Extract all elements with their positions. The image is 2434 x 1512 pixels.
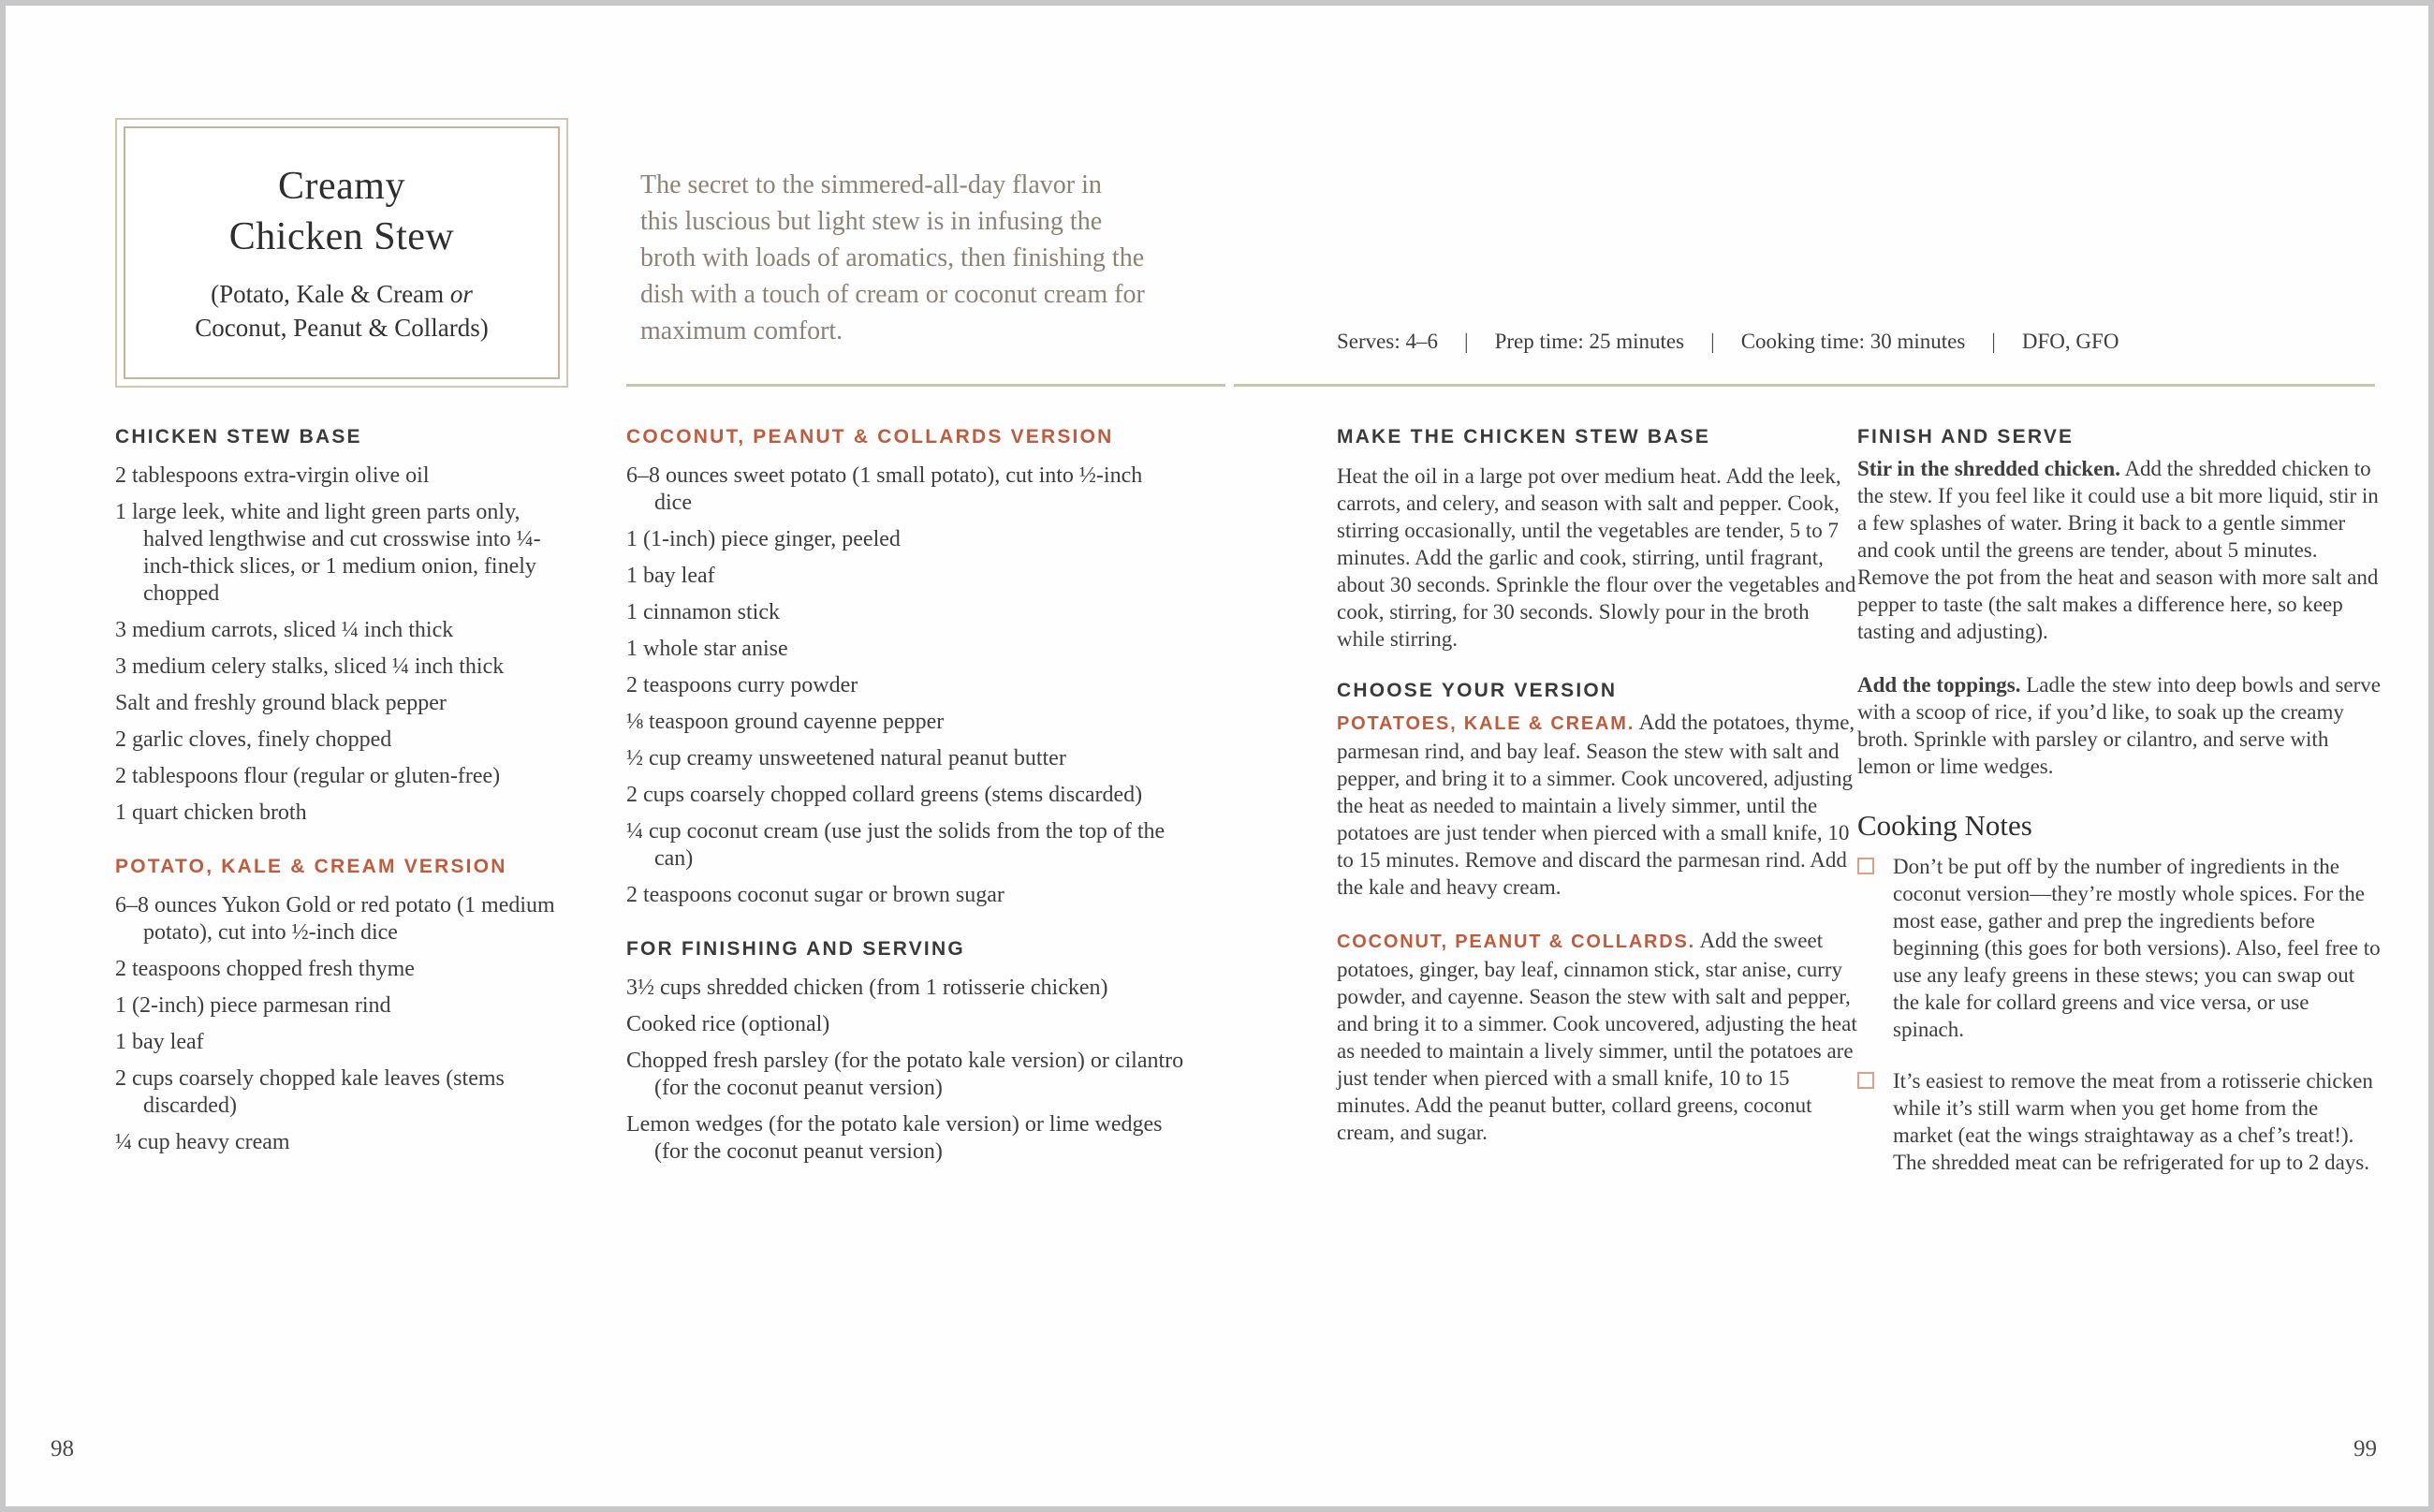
page-number-left: 98 bbox=[51, 1436, 74, 1461]
ingredient-item: Chopped fresh parsley (for the potato kale version) or cilantro (for the coconut peanut version) bbox=[626, 1049, 1184, 1100]
lead-stir-in-shredded-chicken: Stir in the shredded chicken. bbox=[1857, 457, 2120, 480]
heading-potato-kale-cream-version: POTATO, KALE & CREAM VERSION bbox=[115, 856, 507, 877]
ingredient-item: 2 teaspoons chopped fresh thyme bbox=[115, 957, 415, 981]
ingredient-item: 2 teaspoons coconut sugar or brown sugar bbox=[626, 883, 1004, 907]
ingredient-item: 2 cups coarsely chopped collard greens (stems discarded) bbox=[626, 783, 1143, 807]
ingredient-item: ⅛ teaspoon ground cayenne pepper bbox=[626, 710, 945, 734]
ingredient-item: 2 teaspoons curry powder bbox=[626, 673, 858, 697]
heading-finish-and-serve: FINISH AND SERVE bbox=[1857, 426, 2075, 448]
instructions-column-1 bbox=[1337, 425, 1861, 1146]
paragraph-stir-in-chicken-body: Add the shredded chicken to the stew. If you feel like it could use a bit more liquid, stir in a few splashes of water. Bring it back to a gentle simmer and cook until the greens are tender, about 5 minutes. Remove the pot from the heat and season with more salt and pepper to taste (the salt makes a difference here, so keep tasting and adjusting). bbox=[1857, 457, 2379, 643]
ingredient-item: 1 bay leaf bbox=[626, 564, 715, 588]
ingredient-item: ½ cup creamy unsweetened natural peanut butter bbox=[626, 746, 1066, 771]
paragraph-coconut-version bbox=[1337, 927, 1861, 1146]
recipe-title-box-inner bbox=[124, 126, 560, 379]
instructions-column-2 bbox=[1857, 425, 2382, 1200]
meta-prep-time: Prep time: 25 minutes bbox=[1494, 330, 1685, 353]
meta-separator: | bbox=[1710, 330, 1715, 353]
recipe-title bbox=[229, 161, 454, 262]
divider-rule-left-page bbox=[626, 384, 1225, 387]
recipe-title-line1: Creamy bbox=[278, 165, 405, 208]
cooking-note bbox=[1857, 1067, 2382, 1176]
recipe-subtitle-line2: Coconut, Peanut & Collards) bbox=[195, 314, 489, 342]
ingredient-item: 3 medium celery stalks, sliced ¼ inch thick bbox=[115, 654, 505, 679]
ingredient-item: 1 bay leaf bbox=[115, 1030, 204, 1054]
intro-blurb: The secret to the simmered-all-day flavor in this luscious but light stew is in infusing the broth with loads of aromatics, then finishing the dish with a touch of cream or coconut cream for maximum comfort. bbox=[640, 170, 1145, 345]
ingredient-item: 1 large leek, white and light green parts only, halved lengthwise and cut crosswise into ¼-inch-thick slices, or 1 medium onion, finely chopped bbox=[115, 500, 541, 606]
lead-add-the-toppings: Add the toppings. bbox=[1857, 673, 2021, 697]
square-bullet-icon bbox=[1857, 858, 1874, 874]
ingredient-item: 1 (1-inch) piece ginger, peeled bbox=[626, 527, 901, 551]
meta-separator: | bbox=[1463, 330, 1469, 353]
meta-cooking-time: Cooking time: 30 minutes bbox=[1740, 330, 1966, 353]
recipe-subtitle-pre: (Potato, Kale & Cream bbox=[211, 280, 450, 308]
ingredient-item: 1 cinnamon stick bbox=[626, 600, 780, 624]
ingredient-item: Cooked rice (optional) bbox=[626, 1012, 830, 1036]
meta-separator: | bbox=[1991, 330, 1996, 353]
ingredient-item: 6–8 ounces sweet potato (1 small potato), cut into ½-inch dice bbox=[626, 463, 1143, 515]
ingredient-item: 3 medium carrots, sliced ¼ inch thick bbox=[115, 618, 454, 642]
ingredient-item: 1 quart chicken broth bbox=[115, 800, 307, 825]
recipe-meta-line bbox=[1337, 330, 2119, 354]
meta-diet-codes: DFO, GFO bbox=[2021, 330, 2119, 353]
ingredients-column-2 bbox=[626, 425, 1184, 1175]
ingredient-item: 2 tablespoons extra-virgin olive oil bbox=[115, 463, 430, 488]
heading-cooking-notes: Cooking Notes bbox=[1857, 809, 2032, 842]
ingredient-item: 1 whole star anise bbox=[626, 637, 788, 661]
heading-coconut-peanut-collards-version: COCONUT, PEANUT & COLLARDS VERSION bbox=[626, 426, 1114, 448]
paragraph-add-toppings-body: Ladle the stew into deep bowls and serve with a scoop of rice, if you’d like, to soak up the creamy broth. Sprinkle with parsley or cilantro, and serve with lemon or lime wedges. bbox=[1857, 673, 2381, 778]
ingredient-item: 2 garlic cloves, finely chopped bbox=[115, 727, 392, 752]
ingredients-column-1 bbox=[115, 425, 576, 1166]
meta-serves: Serves: 4–6 bbox=[1337, 330, 1438, 353]
heading-chicken-stew-base: CHICKEN STEW BASE bbox=[115, 426, 362, 448]
heading-choose-your-version: CHOOSE YOUR VERSION bbox=[1337, 680, 1618, 701]
page-number-right: 99 bbox=[2353, 1436, 2377, 1461]
ingredient-item: 6–8 ounces Yukon Gold or red potato (1 medium potato), cut into ½-inch dice bbox=[115, 893, 555, 945]
paragraph-make-base: Heat the oil in a large pot over medium heat. Add the leek, carrots, and celery, and season with salt and pepper. Cook, stirring occasionally, until the vegetables are tender, 5 to 7 minutes. Add the garlic and cook, stirring, until fragrant, about 30 seconds. Sprinkle the flour over the vegetables and cook, stirring, for 30 seconds. Slowly pour in the broth while stirring. bbox=[1337, 464, 1856, 651]
heading-for-finishing-and-serving: FOR FINISHING AND SERVING bbox=[626, 938, 965, 960]
ingredient-item: 1 (2-inch) piece parmesan rind bbox=[115, 993, 391, 1018]
runin-potatoes-kale-cream: POTATOES, KALE & CREAM. bbox=[1337, 713, 1635, 734]
paragraph-coconut-version-body: Add the sweet potatoes, ginger, bay leaf, cinnamon stick, star anise, curry powder, and cayenne. Season the stew with salt and pepper, and bring it to a simmer. Cook uncovered, adjusting the heat as needed to maintain a lively simmer, until the potatoes are just tender when pierced with a small knife, 10 to 15 minutes. Add the peanut butter, collard greens, coconut cream, and sugar. bbox=[1337, 929, 1857, 1144]
paragraph-potato-version bbox=[1337, 709, 1861, 901]
cooking-note-text: It’s easiest to remove the meat from a rotisserie chicken while it’s still warm when you get home from the market (eat the wings straightaway as a chef’s treat!). The shredded meat can be refrigerated for up to 2 days. bbox=[1893, 1069, 2373, 1174]
ingredient-item: Lemon wedges (for the potato kale version) or lime wedges (for the coconut peanut version) bbox=[626, 1112, 1163, 1164]
ingredient-item: ¼ cup coconut cream (use just the solids from the top of the can) bbox=[626, 819, 1166, 871]
paragraph-stir-in-chicken bbox=[1857, 455, 2382, 645]
cooking-note-text: Don’t be put off by the number of ingredients in the coconut version—they’re mostly whole spices. For the most ease, gather and prep the ingredients before beginning (this goes for both versions). Also, feel free to use any leafy greens in these stews; you can swap out the kale for collard greens and vice versa, or use spinach. bbox=[1893, 855, 2381, 1041]
ingredient-item: ¼ cup heavy cream bbox=[115, 1130, 290, 1154]
paragraph-add-toppings bbox=[1857, 671, 2382, 780]
ingredient-item: 2 cups coarsely chopped kale leaves (stems discarded) bbox=[115, 1066, 505, 1118]
paragraph-potato-version-body: Add the potatoes, thyme, parmesan rind, and bay leaf. Season the stew with salt and pepper, and bring it to a simmer. Cook uncovered, adjusting the heat as needed to maintain a lively simmer, until the potatoes are just tender when pierced with a small knife, 10 to 15 minutes. Remove and discard the parmesan rind. Add the kale and heavy cream. bbox=[1337, 711, 1855, 899]
divider-rule-right-page bbox=[1234, 384, 2375, 387]
ingredient-item: 2 tablespoons flour (regular or gluten-free) bbox=[115, 764, 501, 788]
recipe-title-box bbox=[115, 118, 568, 388]
recipe-title-line2: Chicken Stew bbox=[228, 215, 455, 258]
square-bullet-icon bbox=[1857, 1072, 1874, 1089]
cooking-note bbox=[1857, 853, 2382, 1043]
ingredient-item: Salt and freshly ground black pepper bbox=[115, 691, 447, 715]
ingredient-item: 3½ cups shredded chicken (from 1 rotisserie chicken) bbox=[626, 976, 1108, 1000]
recipe-subtitle-or: or bbox=[449, 280, 473, 308]
recipe-subtitle bbox=[195, 277, 488, 345]
runin-coconut-peanut-collards: COCONUT, PEANUT & COLLARDS. bbox=[1337, 932, 1696, 952]
heading-make-the-chicken-stew-base: MAKE THE CHICKEN STEW BASE bbox=[1337, 426, 1711, 448]
